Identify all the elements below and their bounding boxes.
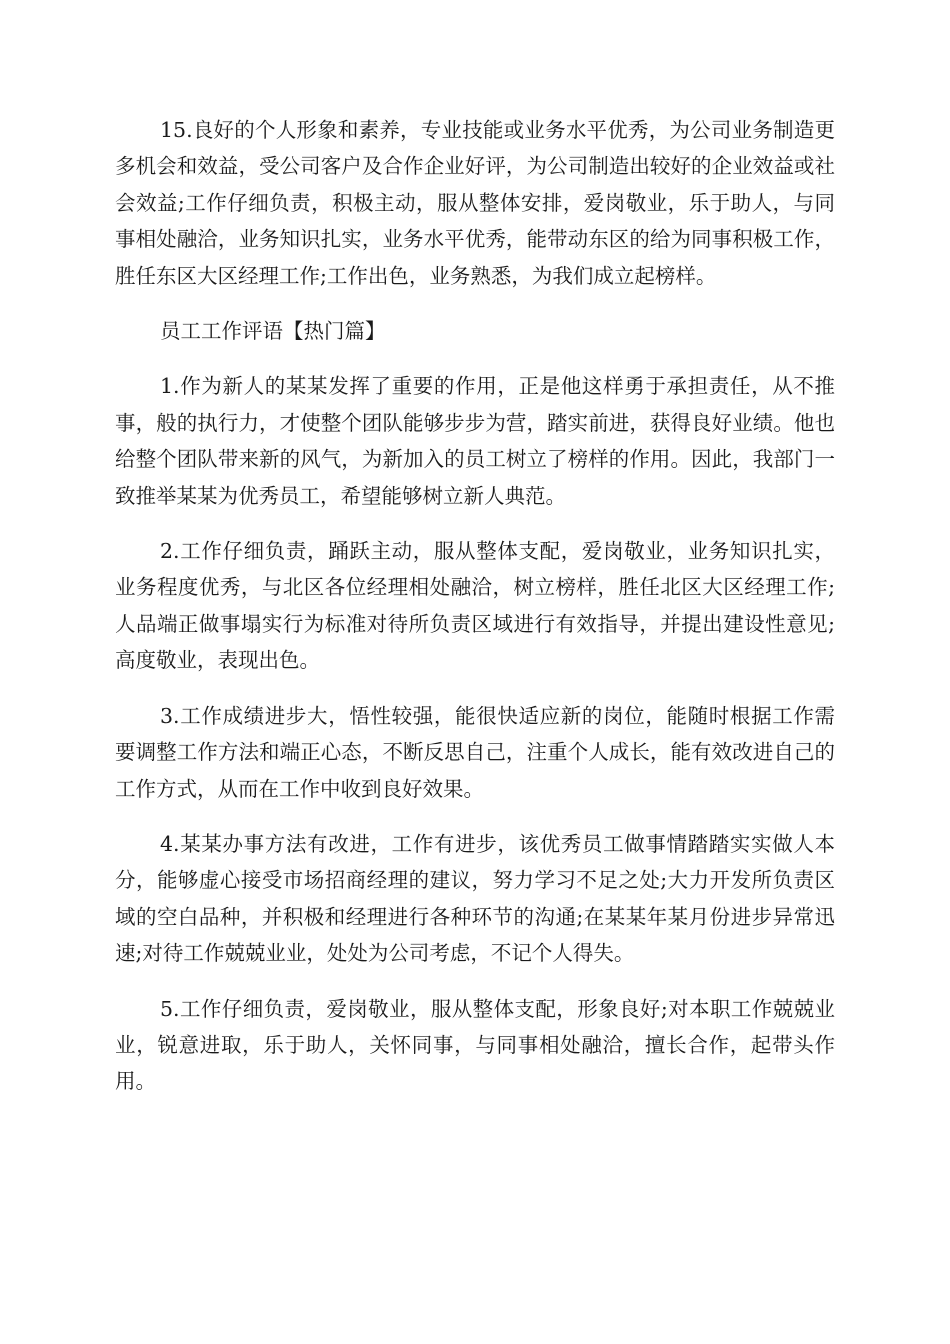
paragraph-15: 15.良好的个人形象和素养，专业技能或业务水平优秀，为公司业务制造更多机会和效益，受公司客户及合作企业好评，为公司制造出较好的企业效益或社会效益;工作仔细负责，积极主动，服从整体安排，爱岗敬业，乐于助人，与同事相处融洽，业务知识扎实，业务水平优秀，能带动东区的给为同事积极工作，胜任东区大区经理工作;工作出色，业务熟悉，为我们成立起榜样。 [115, 118, 835, 288]
paragraph-5: 5.工作仔细负责，爱岗敬业，服从整体支配，形象良好;对本职工作兢兢业业，锐意进取，乐于助人，关怀同事，与同事相处融洽，擅长合作，起带头作用。 [115, 996, 835, 1094]
paragraph-4: 4.某某办事方法有改进，工作有进步，该优秀员工做事情踏踏实实做人本分，能够虚心接受市场招商经理的建议，努力学习不足之处;大力开发所负责区域的空白品种，并积极和经理进行各种环节的沟通;在某某年某月份进步异常迅速;对待工作兢兢业业，处处为公司考虑，不记个人得失。 [115, 831, 835, 966]
paragraph-3: 3.工作成绩进步大，悟性较强，能很快适应新的岗位，能随时根据工作需要调整工作方法和端正心态，不断反思自己，注重个人成长，能有效改进自己的工作方式，从而在工作中收到良好效果。 [115, 703, 835, 801]
paragraph-1: 1.作为新人的某某发挥了重要的作用，正是他这样勇于承担责任，从不推事，般的执行力，才使整个团队能够步步为营，踏实前进，获得良好业绩。他也给整个团队带来新的风气，为新加入的员工树立了榜样的作用。因此，我部门一致推举某某为优秀员工，希望能够树立新人典范。 [115, 374, 835, 508]
document-page [115, 112, 835, 1119]
section-heading: 员工工作评语【热门篇】 [160, 319, 386, 344]
paragraph-2: 2.工作仔细负责，踊跃主动，服从整体支配，爱岗敬业，业务知识扎实，业务程度优秀，与北区各位经理相处融洽，树立榜样，胜任北区大区经理工作;人品端正做事塌实行为标准对待所负责区域进行有效指导，并提出建设性意见;高度敬业，表现出色。 [115, 539, 835, 673]
